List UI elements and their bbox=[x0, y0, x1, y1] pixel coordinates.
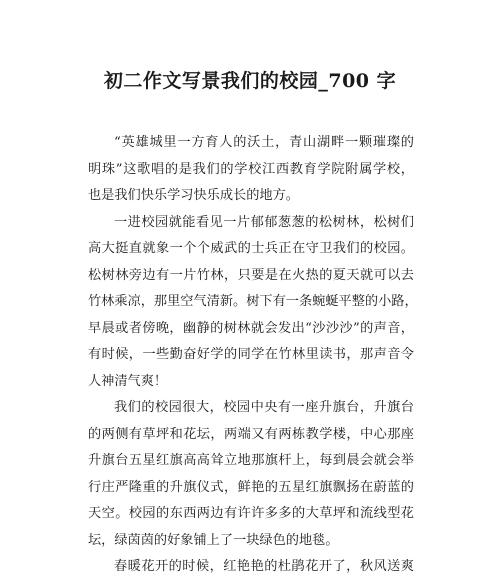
text-line: 春暖花开的时候，红艳艳的杜鹃花开了，秋风送爽 bbox=[114, 559, 414, 574]
text-line: 坛，绿茵茵的好象铺上了一块绿色的地毯。 bbox=[88, 532, 339, 548]
text-line: 行庄严隆重的升旗仪式，鲜艳的五星红旗飘扬在蔚蓝的 bbox=[88, 479, 414, 495]
text-line: 早晨或者傍晚，幽静的树林就会发出“沙沙沙”的声音， bbox=[88, 320, 414, 336]
document-body bbox=[88, 130, 418, 581]
text-line: 天空。校园的东西两边有许许多多的大草坪和流线型花 bbox=[88, 506, 414, 521]
text-line: 明珠”这歌唱的是我们的学校江西教育学院附属学校， bbox=[88, 161, 414, 177]
text-line: 的两侧有草坪和花坛，两端又有两栋教学楼，中心那座 bbox=[88, 426, 414, 442]
text-line: 升旗台五星红旗高高耸立地那旗杆上，每到晨会就会举 bbox=[88, 453, 414, 468]
document-title: 初二作文写景我们的校园_700 字 bbox=[103, 70, 397, 92]
text-line: 一进校园就能看见一片郁郁葱葱的松树林，松树们 bbox=[114, 214, 414, 230]
text-line: “英雄城里一方育人的沃土，青山湖畔一颗璀璨的 bbox=[114, 135, 414, 150]
text-line: 竹林乘凉，那里空气清新。树下有一条蜿蜒平整的小路， bbox=[88, 294, 418, 309]
text-line: 人神清气爽！ bbox=[88, 373, 168, 389]
text-line: 我们的校园很大，校园中央有一座升旗台，升旗台 bbox=[114, 400, 414, 415]
text-line: 松树林旁边有一片竹林，只要是在火热的夏天就可以去 bbox=[88, 267, 414, 283]
text-line: 有时候，一些勤奋好学的同学在竹林里读书，那声音令 bbox=[88, 347, 414, 362]
text-line: 高大挺直就象一个个威武的士兵正在守卫我们的校园。 bbox=[88, 241, 414, 256]
text-line: 也是我们快乐学习快乐成长的地方。 bbox=[88, 188, 299, 203]
